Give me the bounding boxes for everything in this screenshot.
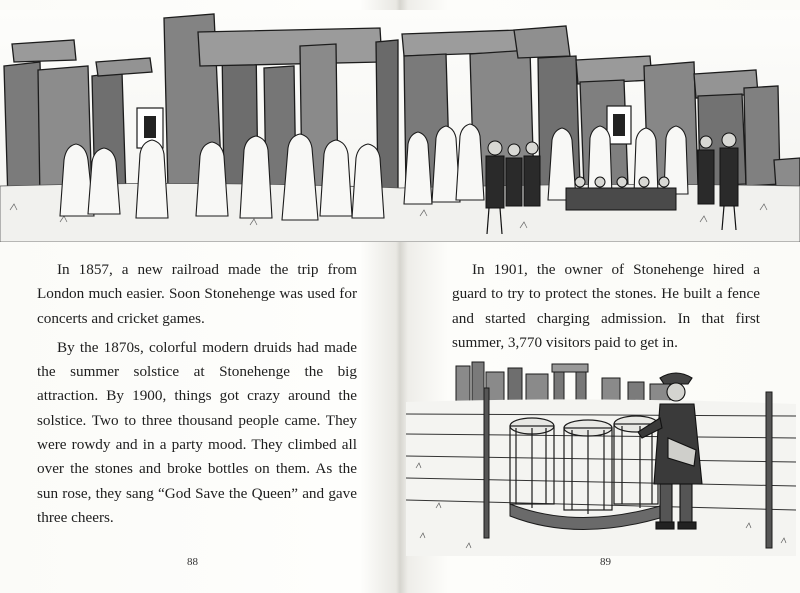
left-paragraph-1: In 1857, a new railroad made the trip from London much easier. Soon Stonehenge was used for concerts and cricket games. xyxy=(37,261,357,327)
right-page-text xyxy=(452,258,760,355)
turnstile-guard-illustration xyxy=(406,358,796,556)
left-paragraph-2: By the 1870s, colorful modern druids had made the summer solstice at Stonehenge the big attraction. By 1900, things got crazy around the solstice. Two to three thousand people came. They were rowdy and in a party mood. They climbed all over the stones and broke bottles on them. As the sun rose, they sang “God Save the Queen” and gave three cheers. xyxy=(37,338,357,526)
page-number-right: 89 xyxy=(600,556,611,568)
stonehenge-druids-illustration xyxy=(0,10,800,242)
page-number-left: 88 xyxy=(187,556,198,568)
left-page-text xyxy=(37,258,357,530)
right-paragraph-1: In 1901, the owner of Stonehenge hired a guard to try to protect the stones. He built a fence and started charging admission. In that first summer, 3,770 visitors paid to get in. xyxy=(452,261,760,351)
